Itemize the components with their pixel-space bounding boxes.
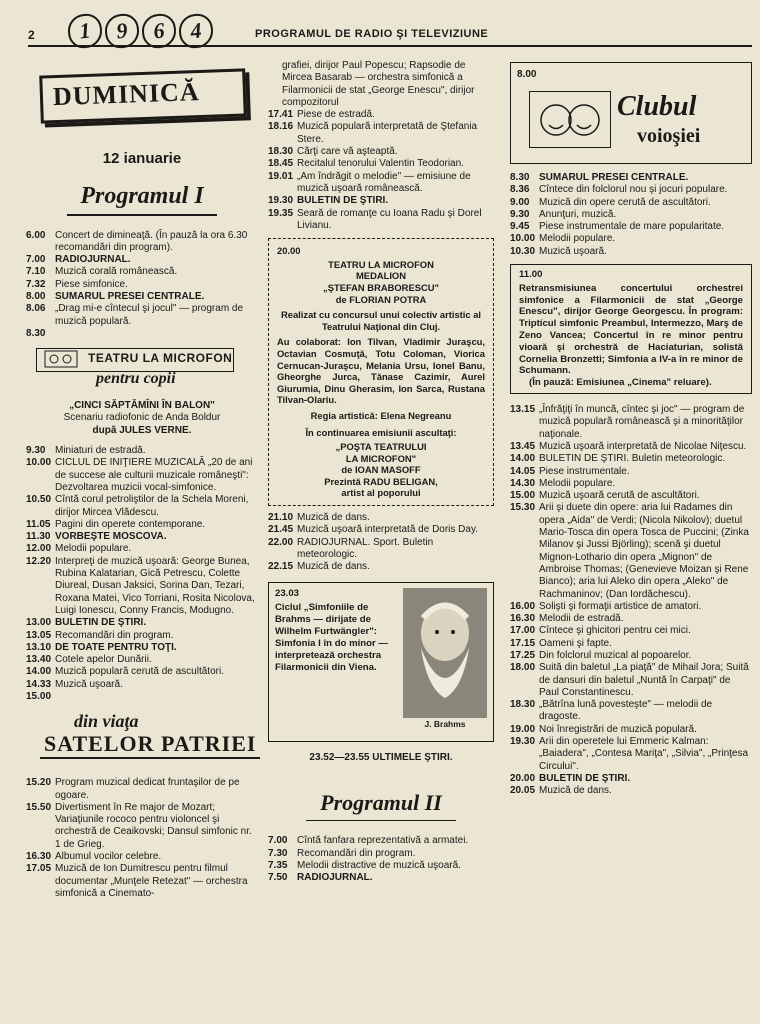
schedule-item bbox=[510, 638, 752, 650]
feature-line: după JULES VERNE. bbox=[92, 424, 192, 436]
schedule-text: Muzică populară interpretată de Ştefania Stere. bbox=[297, 121, 478, 145]
box-posta: LA MICROFON" bbox=[345, 452, 417, 464]
schedule-time: 15.00 bbox=[510, 490, 536, 502]
feature-line: „CINCI SĂPTĂMÎNI ÎN BALON" bbox=[69, 400, 215, 412]
logo-line-1: TEATRU LA MICROFON bbox=[88, 351, 233, 366]
schedule-item bbox=[510, 453, 752, 465]
schedule-item bbox=[268, 121, 494, 146]
schedule-time: 9.30 bbox=[510, 208, 530, 220]
schedule-time: 7.00 bbox=[268, 835, 288, 847]
brahms-portrait-icon bbox=[403, 588, 487, 718]
schedule-item bbox=[510, 404, 752, 441]
schedule-list bbox=[26, 445, 258, 703]
schedule-time: 9.00 bbox=[510, 196, 530, 208]
schedule-item bbox=[510, 478, 752, 490]
portrait-caption: J. Brahms bbox=[424, 718, 466, 729]
schedule-text: Muzică de dans. bbox=[297, 561, 370, 573]
ultimele-stiri: 23.52—23.55 ULTIMELE ŞTIRI. bbox=[309, 751, 453, 763]
schedule-time: 17.41 bbox=[268, 109, 294, 121]
schedule-time: 9.30 bbox=[26, 445, 46, 457]
clubul-voiosiei-box bbox=[510, 62, 752, 164]
schedule-time: 15.30 bbox=[510, 502, 536, 514]
schedule-text: VORBEŞTE MOSCOVA. bbox=[55, 531, 167, 543]
schedule-text: Muzică uşoară. bbox=[55, 678, 123, 690]
schedule-item bbox=[268, 171, 494, 196]
club-title-2: voioşiei bbox=[637, 125, 701, 147]
club-title-1: Clubul bbox=[617, 91, 697, 122]
schedule-item bbox=[26, 445, 258, 457]
schedule-item bbox=[26, 666, 258, 678]
schedule-time: 13.15 bbox=[510, 404, 536, 416]
box-sub: MEDALION bbox=[356, 270, 406, 282]
schedule-text: BULETIN DE ŞTIRI. bbox=[55, 617, 147, 629]
schedule-text: Seară de romanţe cu Ioana Radu şi Dorel Livianu. bbox=[297, 207, 482, 231]
schedule-item bbox=[510, 466, 752, 478]
schedule-time: 14.00 bbox=[26, 666, 52, 678]
schedule-time: 9.45 bbox=[510, 221, 530, 233]
schedule-text: Pagini din operete contemporane. bbox=[55, 518, 206, 530]
schedule-text: Recomandări din program. bbox=[55, 629, 174, 641]
schedule-item bbox=[26, 328, 258, 340]
year-digit: 1 bbox=[66, 12, 103, 49]
schedule-time: 11.05 bbox=[26, 518, 51, 530]
schedule-text: Cîntece şi ghicitori pentru cei mici. bbox=[539, 625, 691, 637]
schedule-time: 16.30 bbox=[510, 613, 536, 625]
schedule-text: „Înfrăţiţi în muncă, cîntec şi joc" — program de muzică populară românească şi a minorităţilor naţionale. bbox=[539, 404, 745, 440]
feature-title bbox=[26, 400, 258, 437]
schedule-time: 14.00 bbox=[510, 453, 536, 465]
schedule-item bbox=[26, 777, 258, 802]
schedule-text: BULETIN DE ŞTIRI. bbox=[297, 195, 389, 207]
schedule-item bbox=[26, 863, 258, 900]
schedule-text: RADIOJURNAL. bbox=[297, 872, 373, 884]
box-time: 8.00 bbox=[517, 69, 537, 80]
schedule-time: 12.00 bbox=[26, 543, 52, 555]
logo-line-1: din viaţa bbox=[74, 711, 139, 732]
brahms-box bbox=[268, 582, 494, 742]
schedule-item bbox=[26, 679, 258, 691]
schedule-text: „Am îndrăgit o melodie" — emisiune de muzică uşoară românească. bbox=[297, 170, 471, 194]
schedule-item bbox=[510, 184, 752, 196]
schedule-time: 10.00 bbox=[26, 457, 52, 469]
page-number: 2 bbox=[28, 28, 35, 42]
box-time: 23.03 bbox=[275, 587, 300, 599]
box-author: de IOAN MASOFF bbox=[341, 464, 421, 476]
schedule-item bbox=[268, 561, 494, 573]
box-sub: „ŞTEFAN BRABORESCU" bbox=[323, 281, 439, 293]
schedule-text: Muzică de dans. bbox=[297, 512, 370, 524]
date-label: 12 ianuarie bbox=[102, 150, 182, 167]
header-rule bbox=[28, 45, 752, 47]
schedule-time: 10.30 bbox=[510, 245, 536, 257]
schedule-text: CICLUL DE INIŢIERE MUZICALĂ „20 de ani de succese ale culturii muzicale româneşti": Dezvoltarea muzicii vocal-simfonice. bbox=[55, 457, 253, 493]
box-sub: de FLORIAN POTRA bbox=[335, 293, 427, 305]
column-2 bbox=[268, 60, 494, 885]
schedule-text bbox=[55, 691, 258, 703]
schedule-time: 7.50 bbox=[268, 872, 288, 884]
schedule-text: „Bătrîna lună povesteşte" — melodii de dragoste. bbox=[539, 699, 713, 723]
schedule-list bbox=[268, 835, 494, 884]
schedule-item bbox=[26, 291, 258, 303]
teatru-box bbox=[268, 238, 494, 506]
schedule-text: Divertisment în Re major de Mozart; Variaţiunile rococo pentru violoncel şi orchestră de Ceaikovski; Dansul simfonic nr. 1 de Grieg. bbox=[55, 801, 252, 850]
schedule-item bbox=[510, 724, 752, 736]
schedule-item bbox=[510, 601, 752, 613]
schedule-time: 18.16 bbox=[268, 121, 294, 133]
schedule-time: 17.25 bbox=[510, 649, 536, 661]
schedule-time: 20.00 bbox=[510, 772, 536, 784]
schedule-time: 13.10 bbox=[26, 641, 52, 653]
schedule-text: Din folclorul muzical al popoarelor. bbox=[539, 649, 692, 661]
schedule-time: 19.30 bbox=[510, 736, 536, 748]
schedule-time: 11.30 bbox=[26, 531, 51, 543]
schedule-item bbox=[510, 785, 752, 797]
schedule-time: 17.00 bbox=[510, 625, 536, 637]
schedule-time: 6.00 bbox=[26, 229, 46, 241]
schedule-time: 16.30 bbox=[26, 851, 52, 863]
program-2-title: Programul II bbox=[320, 789, 442, 815]
schedule-text: SUMARUL PRESEI CENTRALE. bbox=[539, 172, 689, 183]
schedule-list bbox=[268, 512, 494, 573]
schedule-text: Cîntece din folclorul nou şi jocuri populare. bbox=[539, 184, 728, 196]
schedule-text: Concert de dimineaţă. (În pauză la ora 6.30 recomandări din program). bbox=[55, 229, 248, 253]
schedule-time: 15.00 bbox=[26, 691, 52, 702]
box-prezinta: Prezintă RADU BELIGAN, bbox=[324, 475, 438, 487]
schedule-item bbox=[26, 654, 258, 666]
schedule-time: 13.40 bbox=[26, 654, 52, 666]
schedule-time: 16.00 bbox=[510, 600, 536, 612]
schedule-time: 20.05 bbox=[510, 785, 536, 797]
schedule-list bbox=[26, 777, 258, 900]
schedule-text: Piese simfonice. bbox=[55, 278, 128, 290]
schedule-text: Oameni şi fapte. bbox=[539, 637, 612, 649]
schedule-item bbox=[26, 519, 258, 531]
schedule-text: „Drag mi-e cîntecul şi jocul" — program de muzică populară. bbox=[55, 303, 244, 327]
schedule-time: 7.00 bbox=[26, 254, 46, 266]
schedule-item bbox=[26, 531, 258, 543]
schedule-list bbox=[510, 404, 752, 798]
schedule-item bbox=[26, 691, 258, 703]
schedule-text: RADIOJURNAL. bbox=[55, 254, 131, 266]
column-3 bbox=[510, 62, 752, 798]
schedule-time: 17.05 bbox=[26, 863, 52, 875]
schedule-item bbox=[26, 230, 258, 255]
schedule-text: Piese instrumentale. bbox=[539, 465, 630, 477]
column-1 bbox=[26, 60, 258, 900]
schedule-item bbox=[510, 625, 752, 637]
day-banner bbox=[39, 68, 247, 123]
schedule-time: 22.15 bbox=[268, 561, 294, 573]
theater-masks-icon bbox=[44, 350, 78, 368]
schedule-time: 21.45 bbox=[268, 524, 294, 536]
schedule-item bbox=[26, 543, 258, 555]
schedule-item bbox=[26, 630, 258, 642]
schedule-item bbox=[268, 512, 494, 524]
schedule-item bbox=[510, 699, 752, 724]
schedule-time: 19.35 bbox=[268, 207, 294, 219]
schedule-item bbox=[510, 613, 752, 625]
schedule-item bbox=[268, 860, 494, 872]
schedule-item bbox=[510, 490, 752, 502]
box-time: 20.00 bbox=[277, 245, 301, 257]
schedule-text: Albumul vocilor celebre. bbox=[55, 851, 162, 863]
schedule-text: Muzică uşoară. bbox=[539, 245, 607, 257]
schedule-item bbox=[268, 109, 494, 121]
satelor-patriei-logo bbox=[40, 711, 262, 771]
schedule-time: 14.05 bbox=[510, 465, 536, 477]
schedule-text: Cîntă fanfara reprezentativă a armatei. bbox=[297, 835, 469, 847]
schedule-time: 13.45 bbox=[510, 440, 536, 452]
schedule-text: BULETIN DE ŞTIRI. Buletin meteorologic. bbox=[539, 453, 726, 465]
schedule-time: 15.20 bbox=[26, 777, 52, 789]
schedule-time: 17.15 bbox=[510, 637, 536, 649]
schedule-item bbox=[268, 146, 494, 158]
schedule-text: Muzică uşoară interpretată de Nicolae Niţescu. bbox=[539, 440, 747, 452]
schedule-time: 8.06 bbox=[26, 303, 46, 315]
schedule-text: Recitalul tenorului Valentin Teodorian. bbox=[297, 158, 464, 170]
schedule-item bbox=[26, 279, 258, 291]
schedule-text: Piese de estradă. bbox=[297, 109, 375, 121]
box-colaboratori: Au colaborat: Ion Tilvan, Vladimir Juraşcu, Octavian Cosmuţă, Totu Coloman, Viorica Cernucan-Juraşcu, Melania Ursu, Ionel Banu, Gheorghe Jurca, Tănase Cazimir, Aurel Giurumia, Dinu Gherasim, Ion Sarca, Rustana Tilvan-Olariu. bbox=[277, 336, 485, 406]
schedule-time: 8.30 bbox=[26, 327, 46, 339]
year-digit: 9 bbox=[103, 12, 140, 49]
schedule-text: Miniaturi de estradă. bbox=[55, 445, 146, 457]
schedule-list bbox=[26, 230, 258, 341]
schedule-item bbox=[510, 197, 752, 209]
schedule-text: Melodii populare. bbox=[55, 543, 132, 555]
schedule-text: Solişti şi formaţii artistice de amatori. bbox=[539, 600, 702, 612]
schedule-item bbox=[26, 303, 258, 328]
schedule-item bbox=[510, 246, 752, 258]
schedule-item bbox=[26, 254, 258, 266]
schedule-time: 14.30 bbox=[510, 477, 536, 489]
schedule-item bbox=[510, 502, 752, 600]
schedule-time: 19.00 bbox=[510, 723, 536, 735]
schedule-text: Interpreţi de muzică uşoară: George Bunea, Rubina Kalatarian, Gică Petrescu, Colette Diureal, Dusan Jaksici, Sorina Dan, Tezari, Roxana Matei, Vico Torriani, Rosita Nicolova, Luigi Ionescu, Conny Francis, Modugno. bbox=[55, 555, 255, 616]
schedule-time: 18.30 bbox=[268, 146, 294, 158]
schedule-time: 12.20 bbox=[26, 555, 52, 567]
schedule-item bbox=[26, 494, 258, 519]
feature-line: Scenariu radiofonic de Anda Boldur bbox=[63, 412, 221, 424]
schedule-item bbox=[26, 457, 258, 494]
schedule-time: 14.33 bbox=[26, 678, 52, 690]
brahms-description: Ciclul „Simfoniile de Brahms — dirijate de Wilhelm Furtwängler": Simfonia I în do minor — interpretează orchestra Filarmonicii din Viena. bbox=[275, 601, 388, 673]
schedule-text: Muzică corală românească. bbox=[55, 266, 178, 278]
schedule-text: Melodii populare. bbox=[539, 233, 616, 245]
brahms-portrait bbox=[403, 588, 487, 736]
schedule-time: 7.32 bbox=[26, 278, 46, 290]
schedule-text: Cărţi care vă aşteaptă. bbox=[297, 146, 398, 158]
schedule-text: Piese instrumentale de mare popularitate. bbox=[539, 221, 725, 233]
page-header bbox=[0, 0, 760, 50]
schedule-time: 18.00 bbox=[510, 662, 536, 674]
schedule-list bbox=[268, 109, 494, 232]
schedule-time: 13.00 bbox=[26, 617, 52, 629]
schedule-time: 8.36 bbox=[510, 184, 530, 196]
schedule-item bbox=[26, 851, 258, 863]
box-text: Retransmisiunea concertului orchestrei simfonice a Filarmonicii de stat „George Enescu", dirijor George Georgescu. În program: Triptícul simfonic Preambul, Intermezzo, Marş de Zeno Vancea; Concertul în re minor pentru vioară şi orchestră de Haciaturian, solistă Cornelia Bronzetti; Simfonia a IV-a în re minor de Schumann. bbox=[519, 282, 743, 377]
schedule-time: 18.30 bbox=[510, 699, 536, 711]
year-logo bbox=[68, 14, 213, 48]
year-digit: 4 bbox=[177, 12, 214, 49]
schedule-item bbox=[510, 650, 752, 662]
schedule-item bbox=[510, 662, 752, 699]
logo-line-2: pentru copii bbox=[96, 370, 176, 388]
schedule-time: 10.50 bbox=[26, 494, 52, 506]
schedule-time: 19.30 bbox=[268, 195, 294, 207]
schedule-text: Suită din baletul „La piaţă" de Mihail Jora; Suită de dansuri din baletul „Nuntă în Carpaţi" de Paul Constantinescu. bbox=[539, 662, 749, 698]
schedule-text: Muzică populară cerută de ascultători. bbox=[55, 666, 224, 678]
schedule-text: Muzică uşoară interpretată de Doris Day. bbox=[297, 524, 479, 536]
schedule-text: Recomandări din program. bbox=[297, 847, 416, 859]
box-continuare: În continuarea emisiunii ascultaţi: bbox=[305, 427, 457, 439]
year-digit: 6 bbox=[140, 12, 177, 49]
schedule-item bbox=[510, 736, 752, 773]
schedule-text: BULETIN DE ŞTIRI. bbox=[539, 772, 631, 784]
continued-text: grafiei, dirijor Paul Popescu; Rapsodie de Mircea Basarab — orchestra simfonică a Filarmonicii de stat „George Enescu", dirijor compozitorul bbox=[282, 60, 475, 108]
teatru-copii-logo bbox=[36, 348, 258, 392]
schedule-item bbox=[510, 441, 752, 453]
schedule-text: SUMARUL PRESEI CENTRALE. bbox=[55, 290, 205, 302]
schedule-time: 8.00 bbox=[26, 290, 46, 302]
schedule-text: Anunţuri, muzică. bbox=[539, 208, 617, 220]
schedule-time: 19.01 bbox=[268, 170, 294, 182]
schedule-item bbox=[268, 537, 494, 562]
schedule-item bbox=[268, 524, 494, 536]
schedule-item bbox=[26, 617, 258, 629]
day-label: DUMINICĂ bbox=[52, 77, 201, 112]
schedule-item bbox=[510, 773, 752, 785]
schedule-time: 18.45 bbox=[268, 158, 294, 170]
schedule-text: DE TOATE PENTRU TOŢI. bbox=[55, 641, 177, 653]
schedule-item bbox=[268, 208, 494, 233]
program-rule bbox=[67, 214, 217, 216]
schedule-item bbox=[510, 233, 752, 245]
retransmisiune-box bbox=[510, 264, 752, 394]
schedule-text: Muzică din opere cerută de ascultători. bbox=[539, 196, 711, 208]
schedule-item bbox=[26, 266, 258, 278]
schedule-list bbox=[510, 172, 752, 258]
schedule-item bbox=[268, 872, 494, 884]
schedule-text: Noi înregistrări de muzică populară. bbox=[539, 723, 697, 735]
schedule-text: Melodii distractive de muzică uşoară. bbox=[297, 859, 461, 871]
box-pauza: (În pauză: Emisiunea „Cinema" reluare). bbox=[529, 377, 712, 389]
schedule-text: Melodii de estradă. bbox=[539, 613, 624, 625]
schedule-text: Muzică de dans. bbox=[539, 785, 612, 797]
schedule-item bbox=[510, 209, 752, 221]
schedule-item bbox=[510, 172, 752, 184]
schedule-time: 7.10 bbox=[26, 266, 46, 278]
publication-title: PROGRAMUL DE RADIO ŞI TELEVIZIUNE bbox=[255, 28, 489, 40]
schedule-text: Arii şi duete din opere: aria lui Radames din opera „Aida" de Verdi; (Nicola Nikolov); duetul Mario-Tosca din opera Tosca de Puccini; (Zinka Milanov şi Jussi Björling); scenă şi duetul Mignon-Lothario din opera „Mignon" de Ambroise Thomas; (Genevieve Moizan şi Rene Bianco); aria lui Aleko din opera „Aleko" de Rachmaninov; (Dan Iordăchescu). bbox=[539, 502, 749, 600]
box-regia: Regia artistică: Elena Negreanu bbox=[310, 409, 452, 421]
schedule-text: Cotele apelor Dunării. bbox=[55, 654, 152, 666]
program-title: Programul I bbox=[80, 183, 204, 209]
schedule-time: 22.00 bbox=[268, 536, 294, 548]
logo-line-2: SATELOR PATRIEI bbox=[40, 731, 260, 759]
schedule-time: 7.30 bbox=[268, 847, 288, 859]
schedule-item bbox=[26, 642, 258, 654]
program-rule bbox=[306, 820, 456, 822]
schedule-item bbox=[26, 802, 258, 851]
schedule-text: Muzică uşoară cerută de ascultători. bbox=[539, 490, 700, 502]
schedule-time: 7.35 bbox=[268, 859, 288, 871]
schedule-item bbox=[268, 835, 494, 847]
box-realizat: Realizat cu concursul unui colectiv artistic al Teatrului Naţional din Cluj. bbox=[280, 309, 482, 332]
schedule-text: RADIOJURNAL. Sport. Buletin meteorologic. bbox=[297, 536, 434, 560]
schedule-text: Melodii populare. bbox=[539, 477, 616, 489]
faces-icon bbox=[529, 91, 611, 148]
schedule-item bbox=[26, 556, 258, 617]
schedule-text: Arii din operetele lui Emmeric Kalman: „Baiadera", „Contesa Mariţa", „Silvia", „Prinţesa Circului". bbox=[539, 736, 749, 772]
box-posta: „POŞTA TEATRULUI bbox=[335, 441, 427, 453]
schedule-time: 13.05 bbox=[26, 629, 52, 641]
schedule-text: Cîntă corul petroliştilor de la Schela Moreni, dirijor Mircea Vlădescu. bbox=[55, 494, 249, 518]
box-artist: artist al poporului bbox=[341, 487, 421, 499]
schedule-item bbox=[268, 158, 494, 170]
schedule-item bbox=[268, 195, 494, 207]
brahms-text-block bbox=[275, 588, 397, 736]
box-title: TEATRU LA MICROFON bbox=[328, 258, 434, 270]
schedule-item bbox=[510, 221, 752, 233]
schedule-text: Program muzical dedicat fruntaşilor de pe ogoare. bbox=[55, 777, 240, 801]
schedule-time: 21.10 bbox=[268, 512, 294, 524]
schedule-time: 15.50 bbox=[26, 801, 52, 813]
schedule-time: 8.30 bbox=[510, 172, 530, 183]
schedule-item bbox=[268, 848, 494, 860]
box-time: 11.00 bbox=[519, 269, 543, 281]
schedule-text: Muzică de Ion Dumitrescu pentru filmul documentar „Munţele Retezat" — orchestra simfonică a Cinemato- bbox=[55, 863, 248, 899]
schedule-text bbox=[55, 328, 258, 340]
schedule-time: 10.00 bbox=[510, 233, 536, 245]
